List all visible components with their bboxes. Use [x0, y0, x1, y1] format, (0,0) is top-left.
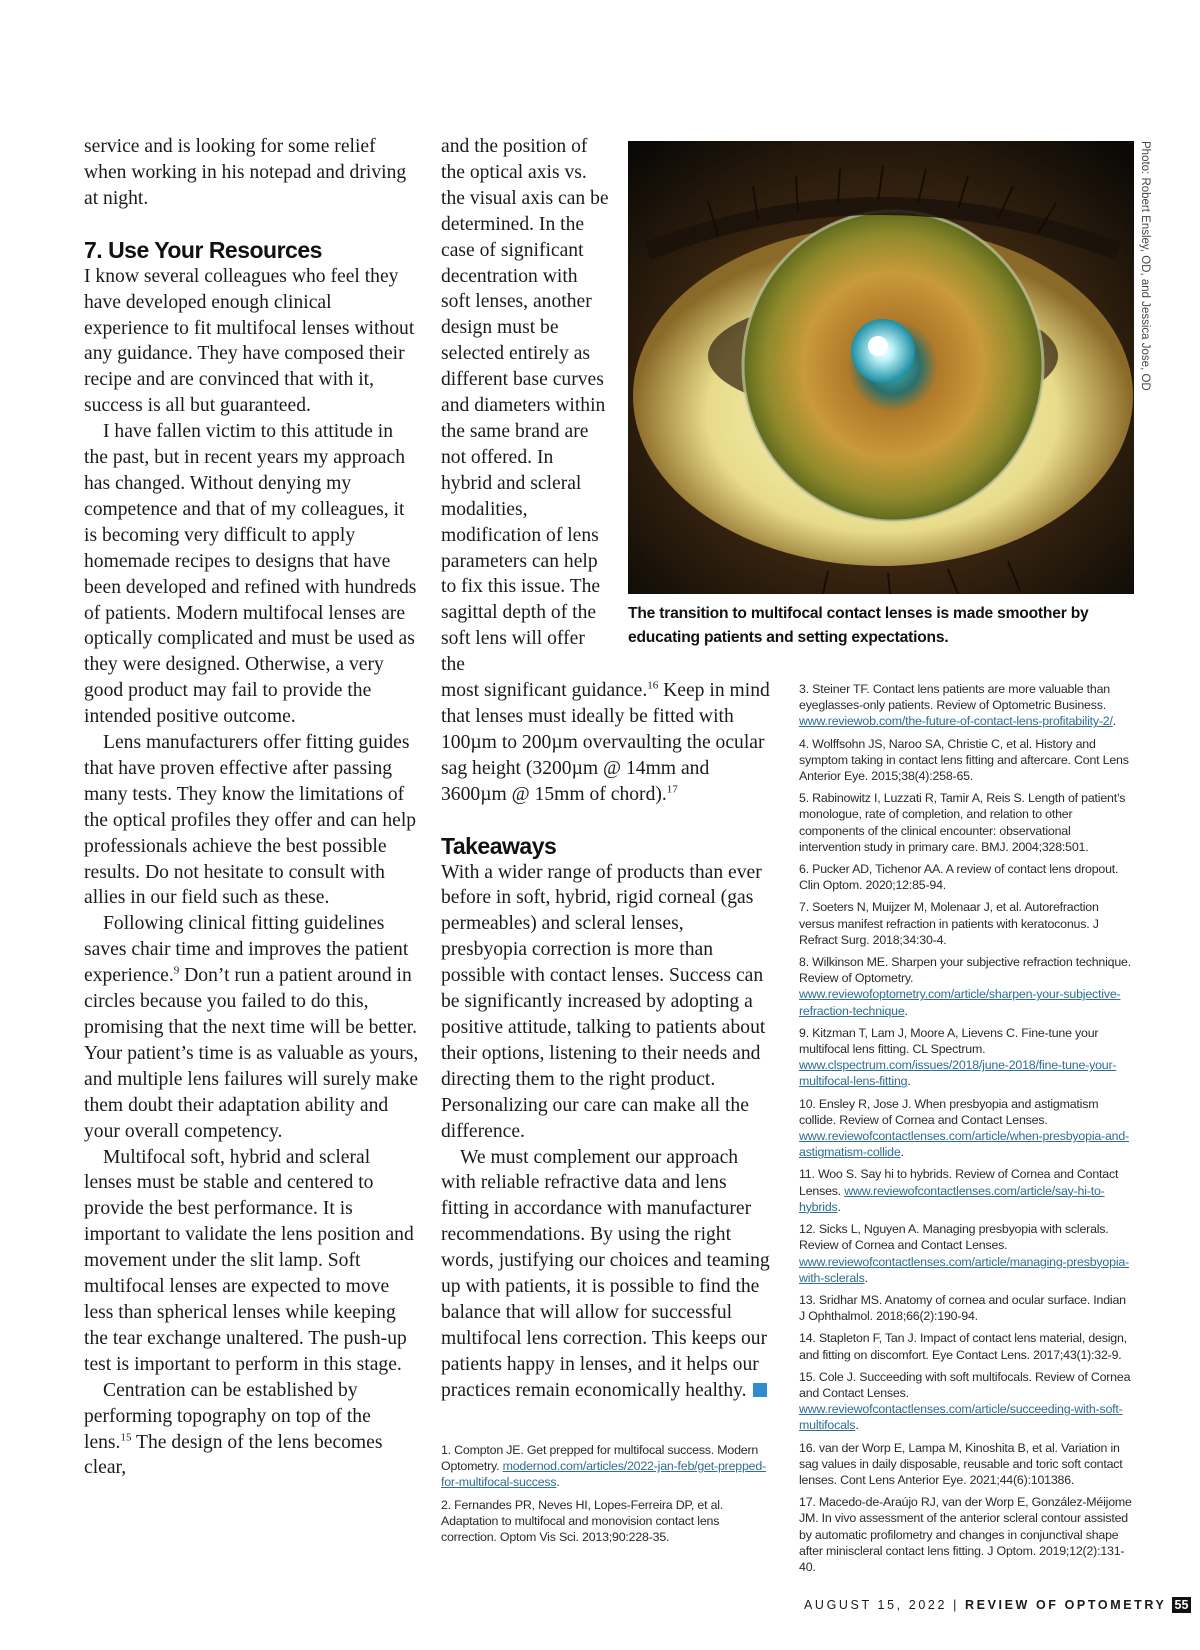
text-run: Keep in mind that lenses must ideally be fitted with 100µm to 200µm overvaulting the ocular sag height (3200µm @ 14mm and 3600µm @ 15mm of chord). — [441, 680, 770, 805]
reference-punctuation: . — [907, 1074, 911, 1089]
reference-punctuation: . — [864, 1270, 868, 1285]
citation-superscript: 15 — [120, 1430, 132, 1443]
text-run: Following clinical fitting guidelines saves chair time and improves the patient experience. — [84, 913, 409, 987]
reference-item — [799, 954, 1135, 1019]
citation-superscript: 9 — [173, 964, 180, 977]
reference-item — [799, 1330, 1135, 1362]
reference-item — [441, 1497, 773, 1546]
reference-text: 1. Compton JE. Get prepped for multifocal success. Modern Optometry. — [441, 1443, 759, 1474]
reference-text: 17. Macedo-de-Araújo RJ, van der Worp E, González-Méijome JM. In vivo assessment of the anterior scleral contour assisted by automatic profilometry and changes in conjunctival shape after miniscleral contact lens fitting. J Optom. 2019;12(2):131-40. — [799, 1495, 1132, 1574]
reference-item — [799, 899, 1135, 948]
reference-text: 15. Cole J. Succeeding with soft multifocals. Review of Cornea and Contact Lenses. — [799, 1369, 1131, 1400]
reference-item — [799, 1025, 1135, 1090]
citation-superscript: 16 — [647, 679, 659, 692]
reference-text: 2. Fernandes PR, Neves HI, Lopes-Ferreira DP, et al. Adaptation to multifocal and monovision contact lens correction. Optom Vis Sci. 2013;90:228-35. — [441, 1497, 724, 1545]
reference-punctuation: . — [837, 1199, 841, 1214]
paragraph — [441, 678, 771, 808]
reference-item — [799, 736, 1135, 785]
reference-text: 4. Wolffsohn JS, Naroo SA, Christie C, et al. History and symptom taking in contact lens fitting and aftercare. Cont Lens Anterior Eye. 2015;38(4):258-65. — [799, 736, 1129, 784]
reference-text: 12. Sicks L, Nguyen A. Managing presbyopia with sclerals. Review of Cornea and Contact Lenses. — [799, 1222, 1109, 1253]
figure-caption: The transition to multifocal contact lenses is made smoother by educating patients and setting expectations. — [628, 605, 1089, 646]
section-heading: 7. Use Your Resources — [84, 236, 322, 263]
article-column-1 — [84, 134, 420, 1481]
reference-link[interactable]: www.clspectrum.com/issues/2018/june-2018/fine-tune-your-multifocal-lens-fitting — [799, 1058, 1117, 1089]
reference-text: 16. van der Worp E, Lampa M, Kinoshita B, et al. Variation in sag values in daily disposable, reusable and toric soft contact lenses. Cont Lens Anterior Eye. 2021;44(6):101386. — [799, 1440, 1123, 1487]
issue-date: AUGUST 15, 2022 — [804, 1598, 947, 1612]
references-list-right — [799, 681, 1135, 1581]
reference-item — [799, 1369, 1135, 1434]
reference-link[interactable]: www.reviewofcontactlenses.com/article/when-presbyopia-and-astigmatism-collide — [799, 1129, 1129, 1160]
footer-separator: | — [947, 1598, 965, 1612]
text-run: most significant guidance. — [441, 680, 648, 702]
page-footer — [804, 1597, 1189, 1617]
reference-text: 11. Woo S. Say hi to hybrids. Review of Cornea and Contact Lenses. — [799, 1167, 1119, 1198]
reference-text: 7. Soeters N, Muijzer M, Molenaar J, et al. Autorefraction versus manifest refraction in patients with keratoconus. J Refract Surg. 2018;34:30-4. — [799, 900, 1099, 947]
reference-item — [799, 1096, 1135, 1161]
reference-punctuation: . — [904, 1003, 908, 1018]
reference-item — [799, 790, 1135, 855]
text-run: The design of the lens becomes clear, — [84, 1431, 383, 1479]
reference-text: 3. Steiner TF. Contact lens patients are more valuable than eyeglasses-only patients. Review of Optometric Business. — [799, 682, 1110, 713]
reference-text: 14. Stapleton F, Tan J. Impact of contact lens material, design, and fitting on discomfort. Eye Contact Lens. 2017;43(1):32-9. — [799, 1331, 1127, 1362]
paragraph — [441, 1145, 771, 1404]
paragraph: I have fallen victim to this attitude in the past, but in recent years my approach has changed. Without denying my competence and that of my colleagues, it is becoming very difficult to apply homemade recipes to designs that have been developed and refined with hundreds of patients. Modern multifocal lenses are optically complicated and must be used as they were designed. Otherwise, a very good product may fail to provide the intended positive outcome. — [84, 421, 417, 728]
eye-photo — [628, 141, 1134, 594]
reference-link[interactable]: www.reviewofoptometry.com/article/sharpen-your-subjective-refraction-technique — [799, 987, 1121, 1018]
reference-item — [799, 861, 1135, 893]
reference-link[interactable]: www.reviewofcontactlenses.com/article/managing-presbyopia-with-sclerals — [799, 1254, 1129, 1285]
reference-text: 8. Wilkinson ME. Sharpen your subjective refraction technique. Review of Optometry. — [799, 955, 1131, 986]
paragraph: With a wider range of products than ever before in soft, hybrid, rigid corneal (gas permeables) and scleral lenses, presbyopia correction is more than possible with contact lenses. Success can be significantly increased by adopting a positive attitude, talking to patients about their options, listening to their needs and directing them to the right product. Personalizing our care can make all the difference. — [441, 861, 766, 1142]
paragraph: Lens manufacturers offer fitting guides that have proven effective after passing many tests. They know the limitations of the optical profiles they offer and can help professionals achieve the best possible results. Do not hesitate to consult with allies in our field such as these. — [84, 732, 417, 909]
paragraph-narrow: and the position of the optical axis vs. the visual axis can be determined. In the case of significant decentration with soft lenses, another design must be selected entirely as different base curves and diameters within the same brand are not offered. In hybrid and scleral modalities, modification of lens parameters can help to fix this issue. The sagittal depth of the soft lens will offer the — [441, 136, 609, 676]
reference-link[interactable]: www.reviewofcontactlenses.com/article/succeeding-with-soft-multifocals — [799, 1402, 1123, 1433]
paragraph: service and is looking for some relief when working in his notepad and driving at night. — [84, 136, 407, 209]
text-run: Centration can be established by performing topography on top of the lens. — [84, 1379, 371, 1453]
paragraph: I know several colleagues who feel they have developed enough clinical experience to fit multifocal lenses without any guidance. They have composed their recipe and are convinced that with it, success is all but guaranteed. — [84, 265, 415, 417]
reference-punctuation: . — [900, 1145, 904, 1160]
reference-punctuation: . — [1112, 714, 1116, 729]
reference-item — [799, 1292, 1135, 1324]
reference-punctuation: . — [855, 1418, 859, 1433]
reference-item — [799, 1221, 1135, 1286]
reference-text: 5. Rabinowitz I, Luzzati R, Tamir A, Reis S. Length of patient’s monologue, rate of completion, and relation to other components of the clinical encounter: observational intervention study in primary care. BMJ. 2004;328:501. — [799, 791, 1126, 854]
reference-item — [441, 1442, 773, 1491]
reference-text: 13. Sridhar MS. Anatomy of cornea and ocular surface. Indian J Ophthalmol. 2018;66(2):190-94. — [799, 1292, 1126, 1324]
reference-punctuation: . — [556, 1475, 560, 1490]
reference-item — [799, 681, 1135, 730]
reference-text: 9. Kitzman T, Lam J, Moore A, Lievens C. Fine-tune your multifocal lens fitting. CL Spectrum. — [799, 1025, 1099, 1057]
photo-credit: Photo: Robert Ensley, OD, and Jessica Jose, OD — [1139, 141, 1151, 391]
publication-name: REVIEW OF OPTOMETRY — [965, 1598, 1167, 1612]
paragraph — [84, 911, 420, 1144]
reference-item — [799, 1494, 1135, 1575]
reference-item — [799, 1166, 1135, 1215]
paragraph — [84, 1378, 420, 1482]
eye-illustration — [628, 141, 1134, 594]
reference-link[interactable]: modernod.com/articles/2022-jan-feb/get-prepped-for-multifocal-success — [441, 1459, 766, 1490]
text-run: We must complement our approach with reliable refractive data and lens fitting in accordance with manufacturer recommendations. By using the right words, justifying our choices and teaming up with patients, it is possible to find the balance that will allow for successful multifocal lens correction. This keeps our patients happy in lenses, and it helps our practices remain economically healthy. — [441, 1146, 770, 1401]
citation-superscript: 17 — [666, 783, 678, 796]
reference-text: 10. Ensley R, Jose J. When presbyopia and astigmatism collide. Review of Cornea and Contact Lenses. — [799, 1096, 1099, 1127]
paragraph: Multifocal soft, hybrid and scleral lenses must be stable and centered to provide the best performance. It is important to validate the lens position and movement under the slit lamp. Soft multifocal lenses are expected to move less than spherical lenses while keeping the tear exchange unaltered. The push-up test is important to perform in this stage. — [84, 1146, 414, 1375]
reference-text: 6. Pucker AD, Tichenor AA. A review of contact lens dropout. Clin Optom. 2020;12:85-94. — [799, 862, 1119, 893]
reference-link[interactable]: www.reviewofcontactlenses.com/article/say-hi-to-hybrids — [799, 1183, 1105, 1214]
reference-link[interactable]: www.reviewob.com/the-future-of-contact-lens-profitability-2/ — [799, 714, 1113, 729]
end-of-article-marker — [753, 1383, 767, 1397]
text-run: Don’t run a patient around in circles because you failed to do this, promising that the next time will be better. Your patient’s time is as valuable as yours, and multiple lens failures will surely make them doubt their adaptation ability and your overall competency. — [84, 965, 419, 1142]
page-number: 55 — [1172, 1597, 1192, 1613]
references-list-middle — [441, 1442, 773, 1551]
takeaways-heading: Takeaways — [441, 832, 557, 859]
reference-item — [799, 1440, 1135, 1489]
